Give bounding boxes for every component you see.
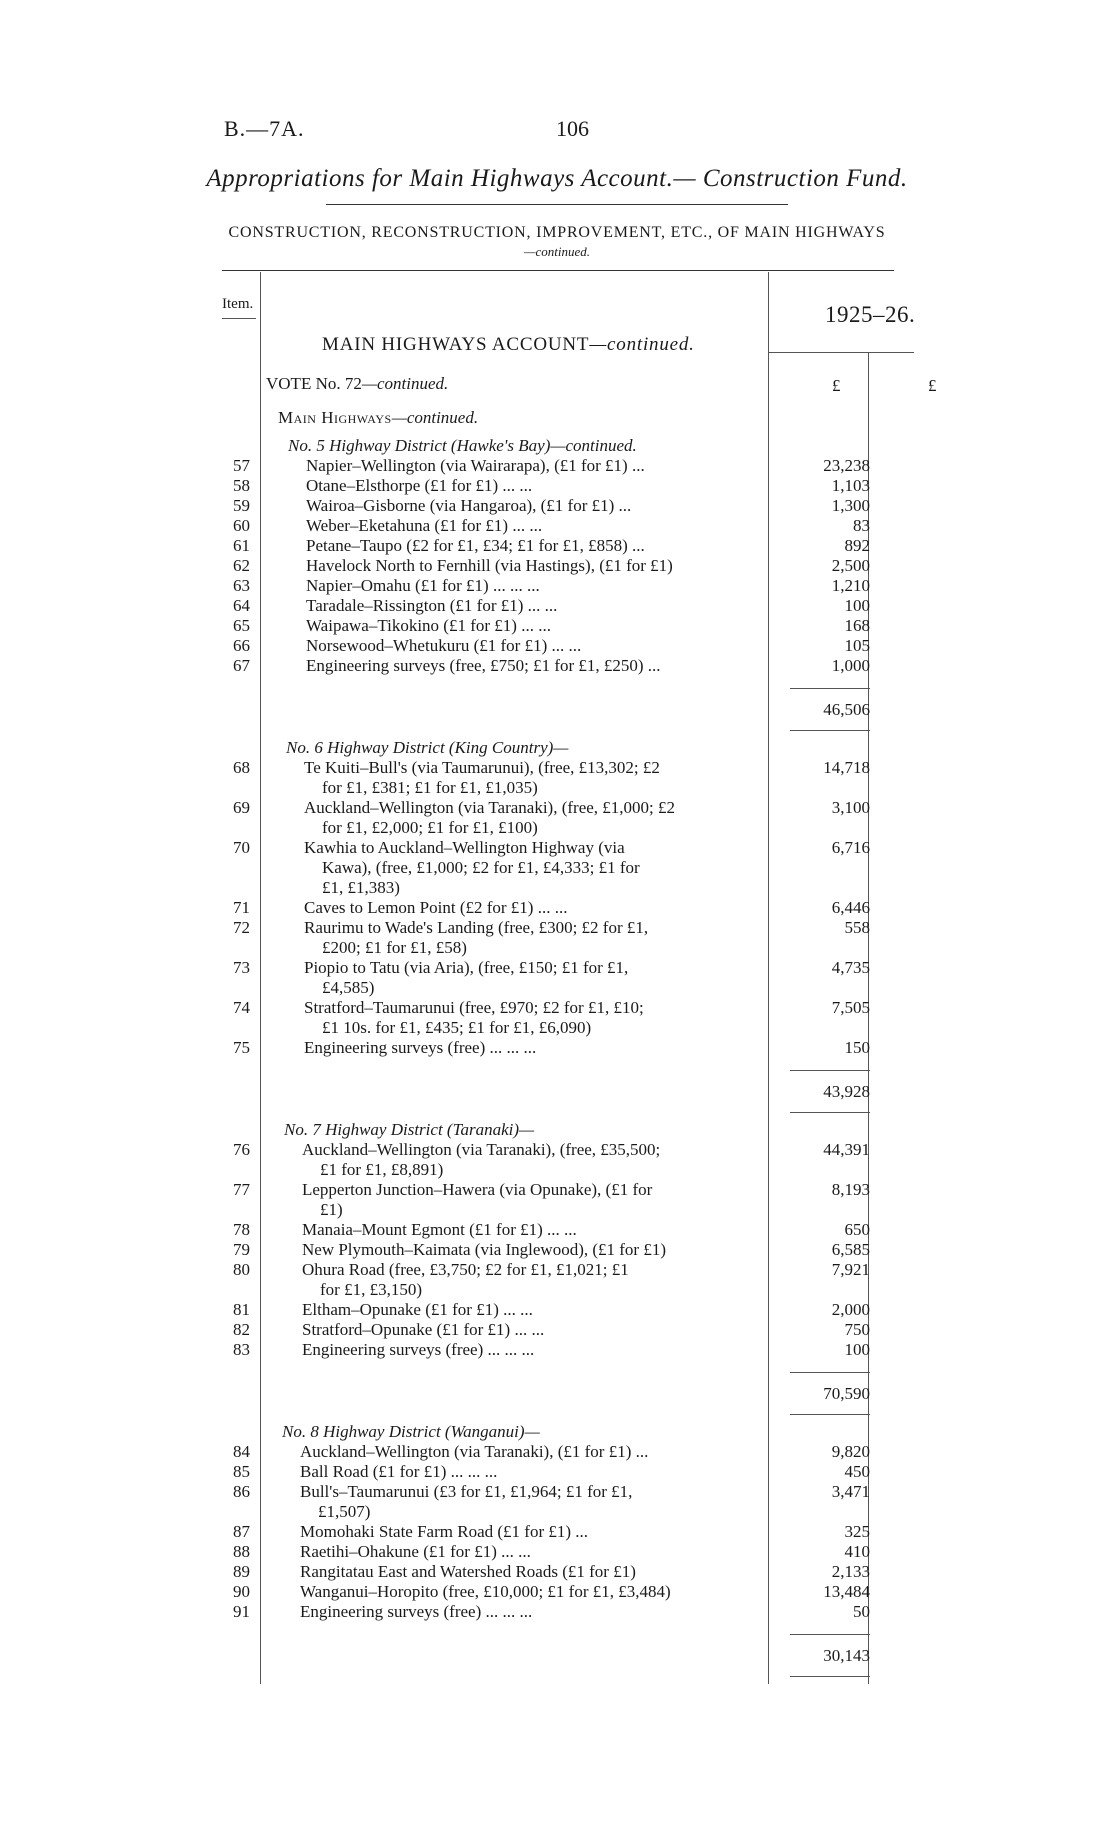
item-amount: 23,238: [823, 456, 870, 475]
item-amount: 1,210: [831, 576, 870, 595]
item-description: Napier–Omahu (£1 for £1) ... ... ...: [306, 576, 540, 595]
item-description: Wairoa–Gisborne (via Hangaroa), (£1 for £1) ...: [306, 496, 632, 515]
subtotal-rule-top: [790, 1634, 870, 1635]
item-number: 81: [233, 1300, 250, 1319]
district-heading: No. 5 Highway District (Hawke's Bay)—continued.: [288, 436, 637, 455]
item-number: 60: [233, 516, 250, 535]
item-number: 89: [233, 1562, 250, 1581]
item-amount: 1,103: [831, 476, 870, 495]
account-heading-main: MAIN HIGHWAYS ACCOUNT: [322, 334, 590, 355]
item-amount: 2,500: [831, 556, 870, 575]
item-description: Engineering surveys (free, £750; £1 for £1, £250) ...: [306, 656, 661, 675]
account-heading: [322, 334, 695, 356]
item-number: 69: [233, 798, 250, 817]
item-number: 64: [233, 596, 250, 615]
item-amount: 2,000: [831, 1300, 870, 1319]
item-description: Auckland–Wellington (via Taranaki), (free, £35,500;: [302, 1140, 661, 1159]
item-number: 57: [233, 456, 250, 475]
item-amount: 83: [853, 516, 870, 535]
item-number: 86: [233, 1482, 250, 1501]
item-number: 77: [233, 1180, 250, 1199]
item-amount: 450: [844, 1462, 870, 1481]
item-description: Momohaki State Farm Road (£1 for £1) ...: [300, 1522, 589, 1541]
pound-column-1: £: [832, 376, 841, 395]
subtotal-rule-bottom: [790, 1112, 870, 1113]
item-amount: 150: [844, 1038, 870, 1057]
item-number: 72: [233, 918, 250, 937]
item-column-rule: [260, 272, 261, 1684]
item-description: Otane–Elsthorpe (£1 for £1) ... ...: [306, 476, 533, 495]
item-amount: 13,484: [823, 1582, 870, 1601]
item-description: Auckland–Wellington (via Taranaki), (£1 for £1) ...: [300, 1442, 649, 1461]
subtotal-rule-bottom: [790, 730, 870, 731]
district-total: 46,506: [823, 700, 870, 719]
item-amount: 3,471: [831, 1482, 870, 1501]
item-amount: 1,300: [831, 496, 870, 515]
item-amount: 7,505: [831, 998, 870, 1017]
subtotal-rule-top: [790, 688, 870, 689]
item-description: Eltham–Opunake (£1 for £1) ... ...: [302, 1300, 533, 1319]
item-description: Engineering surveys (free) ... ... ...: [302, 1340, 535, 1359]
district-total: 70,590: [823, 1384, 870, 1403]
subhead-main-highways: [278, 408, 478, 428]
item-description: £1, £1,383): [322, 878, 400, 897]
item-number: 74: [233, 998, 250, 1017]
amount-column-rule-left: [768, 272, 769, 1684]
item-amount: 168: [844, 616, 870, 635]
item-description: Ohura Road (free, £3,750; £2 for £1, £1,021; £1: [302, 1260, 629, 1279]
item-number: 82: [233, 1320, 250, 1339]
item-amount: 100: [844, 596, 870, 615]
item-amount: 558: [844, 918, 870, 937]
item-description: for £1, £381; £1 for £1, £1,035): [322, 778, 538, 797]
item-number: 83: [233, 1340, 250, 1359]
item-description: Napier–Wellington (via Wairarapa), (£1 for £1) ...: [306, 456, 645, 475]
item-number: 84: [233, 1442, 250, 1461]
item-description: £1 for £1, £8,891): [320, 1160, 444, 1179]
item-number: 91: [233, 1602, 250, 1621]
item-description: Piopio to Tatu (via Aria), (free, £150; £1 for £1,: [304, 958, 629, 977]
item-number: 67: [233, 656, 250, 675]
item-description: Havelock North to Fernhill (via Hastings), (£1 for £1): [306, 556, 673, 575]
vote-heading: [266, 374, 448, 394]
item-description: Caves to Lemon Point (£2 for £1) ... ...: [304, 898, 568, 917]
item-description: for £1, £3,150): [320, 1280, 422, 1299]
item-description: Bull's–Taumarunui (£3 for £1, £1,964; £1 for £1,: [300, 1482, 633, 1501]
item-description: Petane–Taupo (£2 for £1, £34; £1 for £1, £858) ...: [306, 536, 645, 555]
item-number: 88: [233, 1542, 250, 1561]
item-number: 78: [233, 1220, 250, 1239]
item-description: Taradale–Rissington (£1 for £1) ... ...: [306, 596, 558, 615]
item-description: Norsewood–Whetukuru (£1 for £1) ... ...: [306, 636, 582, 655]
item-amount: 3,100: [831, 798, 870, 817]
item-amount: 2,133: [831, 1562, 870, 1581]
item-description: New Plymouth–Kaimata (via Inglewood), (£1 for £1): [302, 1240, 666, 1259]
item-column-header: Item.: [222, 296, 254, 312]
item-number: 66: [233, 636, 250, 655]
subhead-main-highways-continued: —continued.: [391, 408, 479, 427]
item-number: 65: [233, 616, 250, 635]
item-amount: 6,446: [831, 898, 870, 917]
item-number: 85: [233, 1462, 250, 1481]
page-number: 106: [556, 116, 589, 141]
item-number: 70: [233, 838, 250, 857]
item-number: 79: [233, 1240, 250, 1259]
item-description: for £1, £2,000; £1 for £1, £100): [322, 818, 538, 837]
item-description: £4,585): [322, 978, 375, 997]
item-amount: 7,921: [831, 1260, 870, 1279]
item-description: £1,507): [318, 1502, 371, 1521]
item-amount: 6,716: [831, 838, 870, 857]
item-amount: 325: [844, 1522, 870, 1541]
item-number: 61: [233, 536, 250, 555]
item-header-underline: [222, 318, 256, 319]
item-description: £1): [320, 1200, 343, 1219]
pound-column-2: £: [928, 376, 937, 395]
item-number: 71: [233, 898, 250, 917]
item-amount: 9,820: [831, 1442, 870, 1461]
item-number: 58: [233, 476, 250, 495]
year-header-rule: [768, 352, 914, 353]
item-description: Kawa), (free, £1,000; £2 for £1, £4,333; £1 for: [322, 858, 640, 877]
section-continued: —continued.: [523, 244, 591, 259]
item-description: Te Kuiti–Bull's (via Taumarunui), (free, £13,302; £2: [304, 758, 660, 777]
item-amount: 14,718: [823, 758, 870, 777]
item-amount: 1,000: [831, 656, 870, 675]
item-description: Ball Road (£1 for £1) ... ... ...: [300, 1462, 498, 1481]
item-description: Lepperton Junction–Hawera (via Opunake), (£1 for: [302, 1180, 653, 1199]
document-reference: B.—7A.: [224, 116, 305, 141]
item-amount: 6,585: [831, 1240, 870, 1259]
item-amount: 100: [844, 1340, 870, 1359]
item-number: 80: [233, 1260, 250, 1279]
item-amount: 410: [844, 1542, 870, 1561]
subhead-main-highways-label: Main Highways: [278, 408, 392, 427]
item-number: 87: [233, 1522, 250, 1541]
vote-heading-main: VOTE No. 72: [266, 374, 362, 393]
item-number: 63: [233, 576, 250, 595]
page-title: Appropriations for Main Highways Account.— Construction Fund.: [206, 165, 908, 192]
district-heading: No. 8 Highway District (Wanganui)—: [282, 1422, 540, 1441]
item-amount: 8,193: [831, 1180, 870, 1199]
subtotal-rule-bottom: [790, 1414, 870, 1415]
title-rule: [326, 204, 788, 205]
item-description: Engineering surveys (free) ... ... ...: [304, 1038, 537, 1057]
item-description: £1 10s. for £1, £435; £1 for £1, £6,090): [322, 1018, 592, 1037]
item-description: Raurimu to Wade's Landing (free, £300; £2 for £1,: [304, 918, 649, 937]
item-number: 75: [233, 1038, 250, 1057]
section-heading: CONSTRUCTION, RECONSTRUCTION, IMPROVEMENT, ETC., OF MAIN HIGHWAYS: [228, 224, 886, 241]
item-number: 68: [233, 758, 250, 777]
item-amount: 50: [853, 1602, 870, 1621]
item-number: 62: [233, 556, 250, 575]
item-amount: 44,391: [823, 1140, 870, 1159]
account-heading-continued: —continued.: [589, 334, 695, 355]
item-description: Stratford–Taumarunui (free, £970; £2 for £1, £10;: [304, 998, 644, 1017]
item-description: Weber–Eketahuna (£1 for £1) ... ...: [306, 516, 543, 535]
district-total: 43,928: [823, 1082, 870, 1101]
district-heading: No. 6 Highway District (King Country)—: [286, 738, 569, 757]
item-description: £200; £1 for £1, £58): [322, 938, 467, 957]
item-description: Engineering surveys (free) ... ... ...: [300, 1602, 533, 1621]
item-description: Wanganui–Horopito (free, £10,000; £1 for £1, £3,484): [300, 1582, 671, 1601]
item-number: 59: [233, 496, 250, 515]
item-description: Waipawa–Tikokino (£1 for £1) ... ...: [306, 616, 551, 635]
item-amount: 650: [844, 1220, 870, 1239]
item-description: Kawhia to Auckland–Wellington Highway (via: [304, 838, 625, 857]
subtotal-rule-top: [790, 1372, 870, 1373]
item-description: Manaia–Mount Egmont (£1 for £1) ... ...: [302, 1220, 577, 1239]
subtotal-rule-top: [790, 1070, 870, 1071]
district-total: 30,143: [823, 1646, 870, 1665]
district-heading: No. 7 Highway District (Taranaki)—: [284, 1120, 535, 1139]
subtotal-rule-bottom: [790, 1676, 870, 1677]
item-amount: 750: [844, 1320, 870, 1339]
item-description: Raetihi–Ohakune (£1 for £1) ... ...: [300, 1542, 531, 1561]
table-top-rule: [222, 270, 894, 271]
item-number: 76: [233, 1140, 250, 1159]
vote-heading-continued: —continued.: [361, 374, 449, 393]
item-number: 90: [233, 1582, 250, 1601]
item-amount: 4,735: [831, 958, 870, 977]
year-column-header: 1925–26.: [825, 302, 916, 327]
item-description: Rangitatau East and Watershed Roads (£1 for £1): [300, 1562, 636, 1581]
item-description: Auckland–Wellington (via Taranaki), (free, £1,000; £2: [304, 798, 676, 817]
item-amount: 105: [844, 636, 870, 655]
item-description: Stratford–Opunake (£1 for £1) ... ...: [302, 1320, 545, 1339]
item-number: 73: [233, 958, 250, 977]
item-amount: 892: [844, 536, 870, 555]
